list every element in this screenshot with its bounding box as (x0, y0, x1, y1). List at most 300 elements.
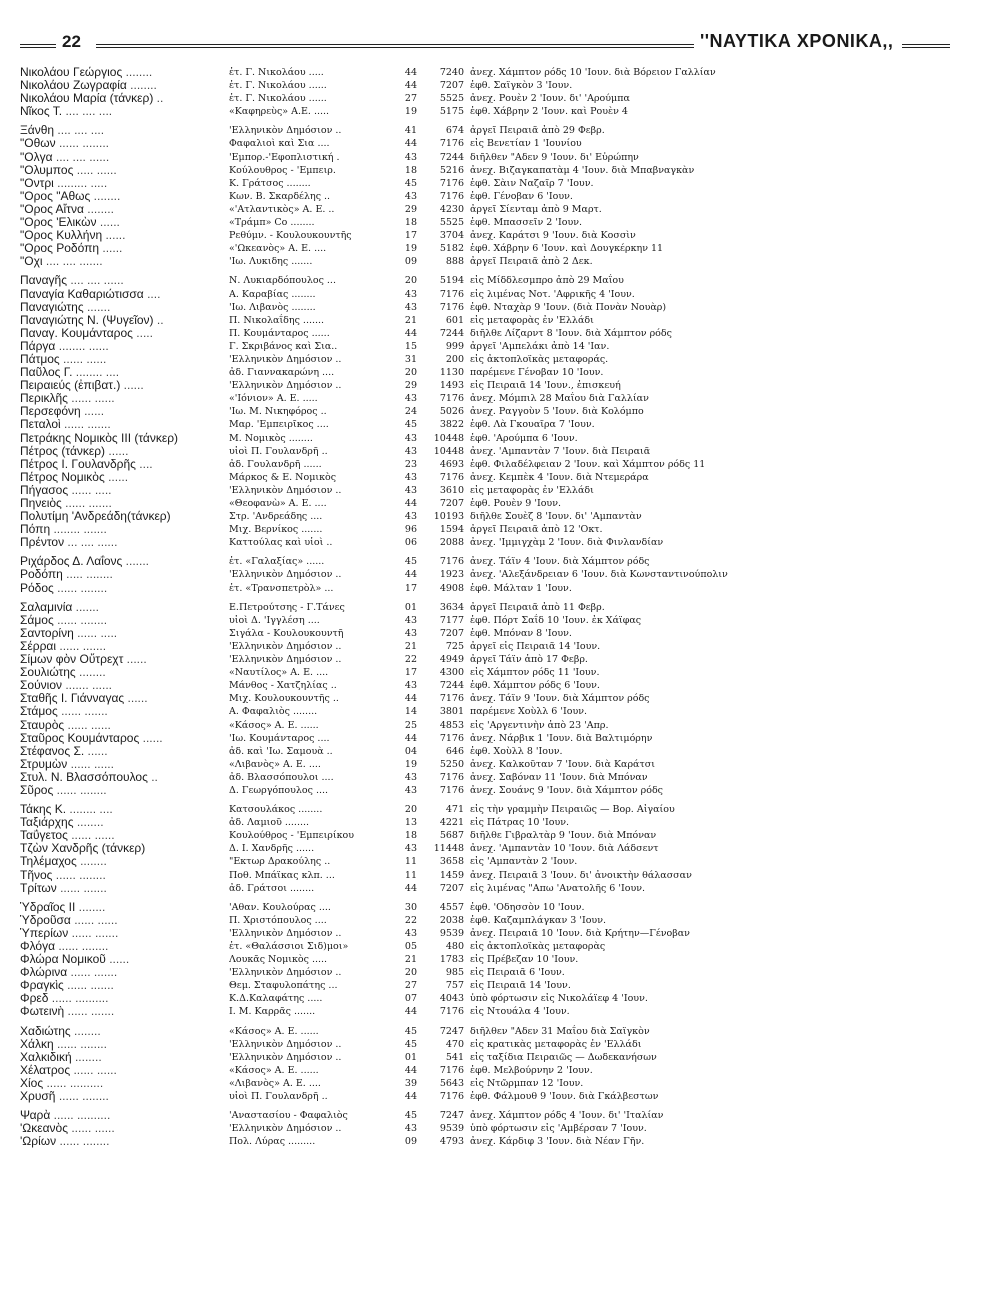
ship-name: Περσεφόνη (20, 405, 81, 419)
ship-status: εἰς Χάμπτον ρόδς 11 'Ιουν. (470, 667, 600, 679)
ship-tonnage: 4221 (439, 817, 464, 829)
ship-row (20, 1038, 780, 1051)
ship-owner: Θεμ. Σταφυλοπάτης ... (229, 980, 338, 992)
ship-status: εἰς Πειραιᾶ 14 'Ιουν. (470, 980, 571, 992)
ship-row (20, 66, 780, 79)
ship-owner: «Κάσος» Α. Ε. ...... (229, 1025, 319, 1037)
ship-name: Παναγιώτης (20, 300, 84, 314)
ship-row (20, 1077, 780, 1090)
leader-dots: ...... ...... (67, 829, 115, 843)
ship-age: 41 (404, 125, 417, 137)
ship-owner: ἀδ. Γουλανδρῆ ...... (229, 458, 322, 470)
ship-name: Περικλῆς (20, 392, 68, 406)
ship-age: 11 (404, 856, 417, 868)
leader-dots: ...... (120, 379, 144, 393)
ship-tonnage: 5525 (439, 217, 464, 229)
ship-name-cell (20, 953, 228, 966)
leader-dots: .... (135, 457, 153, 471)
ship-status: ἀνεχ. 'Αμπαντὰν 10 'Ιουν. διὰ Λάδσεντ (470, 843, 659, 855)
ship-tonnage: 5525 (439, 93, 464, 105)
leader-dots: ....... ...... (62, 679, 113, 693)
ship-age: 44 (404, 327, 417, 339)
ship-row (20, 692, 780, 705)
ship-owner: Μιχ. Βερνίκος ....... (229, 524, 323, 536)
ship-owner: 'Ιω. Κουμάνταρος .... (229, 732, 330, 744)
ship-row (20, 882, 780, 895)
leader-dots: ........ ....... (50, 523, 107, 537)
ship-age: 30 (404, 901, 417, 913)
ship-name-cell (20, 203, 228, 216)
ship-name-cell (20, 914, 228, 927)
ship-age: 06 (404, 537, 417, 549)
ship-status: εἰς ταξίδια Πειραιῶς — Δωδεκανήσων (470, 1051, 657, 1063)
ship-status: ἀνεχ. Βιζαγκαπατὰμ 4 'Ιουν. διὰ Μπαβναγκὰν (470, 164, 695, 176)
ship-owner: 'Ελληνικὸν Δημόσιον .. (229, 484, 342, 496)
ship-tonnage: 7176 (439, 138, 464, 150)
ship-age: 45 (404, 177, 417, 189)
ship-age: 01 (404, 601, 417, 613)
ship-status: εἰς Βενετίαν 1 'Ιουνίου (470, 138, 582, 150)
ship-name-cell (20, 151, 228, 164)
leader-dots: ...... (84, 744, 108, 758)
leader-dots: ...... .......... (43, 1076, 104, 1090)
ship-status: εἰς λιμένας Νοτ. 'Αφρικῆς 4 'Ιουν. (470, 288, 635, 300)
ship-tonnage: 7244 (439, 151, 464, 163)
ship-tonnage: 7176 (439, 1091, 464, 1103)
ship-name: Πήγασος (20, 483, 69, 497)
ship-group (20, 901, 780, 1019)
ship-owner: 'Ελληνικὸν Δημόσιον .. (229, 380, 342, 392)
ship-tonnage: 4908 (439, 582, 464, 594)
ship-owner: 'Ελληνικὸν Δημόσιον .. (229, 1038, 342, 1050)
ship-status: ἀργεῖ εἰς Πειραιᾶ 14 'Ιουν. (470, 640, 601, 652)
ship-row (20, 418, 780, 431)
ship-row (20, 803, 780, 816)
ship-status: διῆλθε Σουὲζ 8 'Ιουν. δι' 'Αμπαντὰν (470, 511, 642, 523)
ship-status: ἐφθ. Καζαμπλάγκαν 3 'Ιουν. (470, 914, 606, 926)
ship-status: διῆλθεν "Αδεν 9 'Ιουν. δι' Εὐρώπην (470, 151, 639, 163)
ship-name: Πέτρος Ι. Γουλανδρῆς (20, 457, 136, 471)
ship-owner: 'Ελληνικὸν Δημόσιον .. (229, 125, 342, 137)
ship-tonnage: 7207 (439, 80, 464, 92)
ship-tonnage: 601 (445, 314, 464, 326)
leader-dots: ...... (105, 953, 130, 967)
ship-row (20, 340, 780, 353)
ship-age: 44 (404, 138, 417, 150)
ship-name-cell (20, 601, 228, 614)
ship-row (20, 484, 780, 497)
ship-owner: Ν. Λυκιαρδόπουλος ... (229, 275, 336, 287)
ship-age: 22 (404, 914, 417, 926)
ship-owner: 'Ελληνικὸν Δημόσιον .. (229, 927, 342, 939)
ship-owner: Ποθ. Μπάϊκας κλπ. ... (229, 869, 335, 881)
ship-name: Φλόγα (20, 940, 56, 953)
ship-status: εἰς 'Αμπαντὰν 2 'Ιουν. (470, 856, 578, 868)
ship-age: 45 (404, 1025, 417, 1037)
leader-dots: .. (153, 92, 164, 106)
leader-dots: ........ (71, 1050, 102, 1064)
ship-name: "Ορος Αἴτνα (20, 202, 84, 216)
leader-dots: ...... ...... (70, 1063, 117, 1077)
ship-name: Παναγιώτης Ν. (Ψυγεῖον) (20, 313, 154, 327)
ship-name-cell (20, 432, 228, 445)
ship-name: Τηλέμαχος (20, 855, 77, 869)
ship-age: 43 (404, 614, 417, 626)
ship-owner: 'Αθαν. Κουλούρας .... (229, 901, 331, 913)
ship-owner: Κ. Γράτσος ........ (229, 177, 311, 189)
leader-dots: ...... (124, 692, 148, 706)
ship-name-cell (20, 966, 228, 979)
ship-tonnage: 471 (445, 804, 464, 816)
ship-age: 43 (404, 288, 417, 300)
ship-age: 24 (404, 406, 417, 418)
ship-status: ἀργεῖ Πειραιᾶ ἀπὸ 12 'Οκτ. (470, 524, 603, 536)
ship-status: ἀνεχ. Χάμπτον ρόδς 10 'Ιουν. διὰ Βόρειον Γαλλίαν (470, 67, 716, 78)
ship-group (20, 803, 780, 895)
ship-row (20, 405, 780, 418)
ship-status: εἰς Ντῶρμπαν 12 'Ιουν. (470, 1077, 584, 1089)
ship-name-cell (20, 979, 228, 992)
ship-tonnage: 7176 (439, 771, 464, 783)
ship-name: Πάτμος (20, 352, 60, 366)
ship-name: Ξάνθη (20, 124, 55, 138)
ship-name-cell (20, 679, 228, 692)
ship-name: "Οθων (20, 137, 56, 151)
leader-dots: ...... ....... (60, 418, 111, 432)
ship-name: Τῆνος (20, 868, 53, 882)
ship-row (20, 758, 780, 771)
ship-owner: Πολ. Λύρας ......... (229, 1136, 316, 1148)
ship-name-cell (20, 105, 228, 118)
ship-row (20, 953, 780, 966)
ship-name-cell (20, 732, 228, 745)
ship-tonnage: 10193 (433, 511, 464, 523)
ship-name: Ταξιάρχης (20, 816, 74, 830)
ship-row (20, 137, 780, 150)
leader-dots: ...... ....... (64, 1005, 115, 1019)
ship-name: Σταυρὸς (20, 718, 65, 732)
ship-name: Πέτρος (τάνκερ) (20, 444, 106, 458)
ship-age: 43 (404, 927, 417, 939)
ship-name-cell (20, 940, 228, 953)
ship-row (20, 653, 780, 666)
ship-name-cell (20, 124, 228, 137)
ship-tonnage: 757 (445, 980, 464, 992)
ship-name-cell (20, 855, 228, 868)
ship-row (20, 379, 780, 392)
leader-dots: ...... ........ (52, 868, 106, 882)
ship-status: ὑπὸ φόρτωσιν εἰς Νικολάϊεφ 4 'Ιουν. (470, 993, 648, 1005)
ship-name: Ρόδος (20, 581, 54, 595)
ship-owner: 'Ιω. Λυκιδης ....... (229, 256, 313, 268)
leader-dots: ...... ..... (73, 626, 118, 640)
ship-age: 09 (404, 256, 417, 268)
ship-name: Τάκης Κ. (20, 803, 67, 817)
ship-row (20, 1090, 780, 1103)
ship-name-cell (20, 640, 228, 653)
leader-dots: ........ ...... (55, 339, 109, 353)
ship-age: 17 (404, 230, 417, 242)
ship-age: 43 (404, 843, 417, 855)
ship-age: 19 (404, 106, 417, 118)
ship-name: Σταθῆς Ι. Γιάνναγας (20, 692, 125, 706)
ship-age: 43 (404, 784, 417, 796)
ship-age: 21 (404, 314, 417, 326)
ship-row (20, 614, 780, 627)
ship-owner: 'Αναστασίου - Φαφαλιὸς (229, 1110, 348, 1122)
leader-dots: ..... ...... (73, 163, 117, 177)
ship-row (20, 901, 780, 914)
ship-tonnage: 5216 (439, 164, 464, 176)
ship-owner: ἀδ. Λαμιοῦ ........ (229, 817, 310, 829)
leader-dots: ...... ....... (63, 979, 114, 993)
ship-name: "Ορος "Αθως (20, 189, 91, 203)
ship-tonnage: 7176 (439, 1006, 464, 1018)
ship-status: ἐφθ. Μπασσεῖν 2 'Ιουν. (470, 217, 583, 229)
ship-status: ἐφθ. Χάμπτον ρόδς 6 'Ιουν. (470, 680, 600, 692)
ship-status: ἐφθ. Γένοβαν 6 'Ιουν. (470, 190, 573, 202)
ship-name: Πεταλοὶ (20, 418, 61, 432)
ship-group (20, 601, 780, 797)
ship-tonnage: 9539 (439, 927, 464, 939)
ship-name: Πετράκης Νομικὸς ΙΙΙ (τάνκερ) (20, 431, 179, 445)
ship-status: ὑπὸ φόρτωσιν εἰς 'Αμβέρσαν 7 'Ιουν. (470, 1123, 647, 1135)
ship-age: 21 (404, 640, 417, 652)
ship-row (20, 327, 780, 340)
ship-group (20, 124, 780, 268)
leader-dots: ...... ........ (53, 783, 107, 797)
ship-name-cell (20, 288, 228, 301)
leader-dots: ...... ...... (67, 392, 115, 406)
ship-row (20, 229, 780, 242)
ship-owner: ἐτ. «Γαλαξίας» ...... (229, 556, 325, 568)
leader-dots: ..... (132, 326, 153, 340)
ship-name-cell (20, 66, 228, 79)
ship-name-cell (20, 445, 228, 458)
leader-dots: ..... ........ (62, 568, 113, 582)
ship-name: Σάμος (20, 613, 54, 627)
ship-age: 39 (404, 1077, 417, 1089)
ship-tonnage: 480 (445, 941, 464, 952)
ship-age: 44 (404, 498, 417, 509)
ship-status: ἀνεχ. Σαβόναν 11 'Ιουν. διὰ Μπόναν (470, 771, 648, 783)
ship-row (20, 979, 780, 992)
ship-owner: Κων. Β. Σκαρδέλης .. (229, 190, 331, 202)
ship-tonnage: 4693 (439, 458, 464, 470)
ship-age: 13 (404, 817, 417, 829)
leader-dots: ........ (75, 900, 106, 914)
ship-status: διῆλθε Γιβραλτὰρ 9 'Ιουν. διὰ Μπόναν (470, 830, 657, 842)
ship-name-cell (20, 190, 228, 203)
ship-name: "Ορος 'Ελικὼν (20, 216, 97, 230)
ship-tonnage: 10448 (433, 445, 464, 457)
ship-tonnage: 7176 (439, 556, 464, 568)
ship-tonnage: 725 (445, 640, 464, 652)
ship-row (20, 432, 780, 445)
ship-name: Ὑπερίων (20, 926, 69, 940)
ship-row (20, 164, 780, 177)
ship-name: Νικολάου Ζωγραφία (20, 79, 127, 93)
leader-dots: ......... ..... (53, 176, 108, 190)
ship-status: ἀργεῖ Πειραιᾶ ἀπὸ 2 Δεκ. (470, 256, 593, 268)
ship-tonnage: 7176 (439, 301, 464, 313)
ship-age: 01 (404, 1051, 417, 1063)
ship-name: Χάλκη (20, 1037, 54, 1051)
ship-owner: ἀδ. Βλασσόπουλοι .... (229, 771, 334, 783)
ship-tonnage: 1923 (439, 569, 464, 581)
ship-owner: Κ.Δ.Καλαφάτης ..... (229, 993, 323, 1005)
leader-dots: ........ .... (72, 366, 120, 380)
ship-owner: «Κάσος» Α. Ε. ...... (229, 1064, 319, 1076)
ship-row (20, 458, 780, 471)
ship-row (20, 705, 780, 718)
ship-name: Σαντορίνη (20, 626, 74, 640)
ship-tonnage: 7247 (439, 1025, 464, 1037)
leader-dots: ...... ....... (68, 926, 119, 940)
ship-owner: Μαρ. 'Εμπειρῖκος .... (229, 419, 329, 431)
ship-tonnage: 7176 (439, 190, 464, 202)
leader-dots: ...... (80, 405, 105, 419)
ship-age: 15 (404, 340, 417, 352)
ship-age: 43 (404, 627, 417, 639)
ship-status: ἐφθ. Πόρτ Σαΐδ 10 'Ιουν. ἐκ Χάϊφας (470, 614, 642, 626)
ship-owner: ἐτ. «Θαλάσσιοι Σιδ)μοι» (229, 941, 349, 952)
ship-status: ἐφθ. Σὰιν Ναζαῖρ 7 'Ιουν. (470, 177, 594, 189)
ship-age: 22 (404, 654, 417, 666)
ship-row (20, 1122, 780, 1135)
ship-tonnage: 2038 (439, 914, 464, 926)
ship-tonnage: 10448 (433, 432, 464, 444)
ship-age: 18 (404, 164, 417, 176)
ship-status: εἰς μεταφορὰς ἐν 'Ελλάδι (470, 314, 594, 326)
ship-name: Φρεδ (20, 992, 49, 1006)
ship-tonnage: 1594 (439, 524, 464, 536)
ship-owner: «Κάσος» Α. Ε. ...... (229, 719, 319, 731)
ship-name-cell (20, 842, 228, 855)
ship-row (20, 366, 780, 379)
ship-row (20, 829, 780, 842)
ship-owner: «Καφηρεὺς» Α.Ε. ..... (229, 106, 330, 118)
ship-name-cell (20, 229, 228, 242)
ship-name: Πέτρος Νομικὸς (20, 470, 105, 484)
ship-tonnage: 3610 (439, 484, 464, 496)
ship-status: εἰς Πειραιᾶ 14 'Ιουν., ἐπισκευή (470, 380, 621, 392)
ship-name-cell (20, 803, 228, 816)
ship-name: Νικολάου Γεώργιος (20, 66, 123, 79)
ship-status: ἐφθ. 'Αρούμπα 6 'Ιουν. (470, 432, 578, 444)
ship-row (20, 555, 780, 568)
ship-name: Ταΰγετος (20, 829, 68, 843)
ship-age: 44 (404, 693, 417, 705)
ship-name: Πηνειὸς (20, 497, 62, 510)
ship-status: ἐφθ. Χάβρην 6 'Ιουν. καὶ Δουγκέρκην 11 (470, 243, 664, 255)
ship-name-cell (20, 216, 228, 229)
ship-row (20, 1051, 780, 1064)
ship-row (20, 510, 780, 523)
ship-age: 43 (404, 151, 417, 163)
ship-age: 44 (404, 882, 417, 894)
ship-name-cell (20, 164, 228, 177)
ship-tonnage: 999 (445, 340, 464, 352)
ship-tonnage: 5026 (439, 406, 464, 418)
ship-name-cell (20, 816, 228, 829)
ship-row (20, 627, 780, 640)
ship-name: Σουλιώτης (20, 666, 76, 680)
ship-tonnage: 3704 (439, 230, 464, 242)
ship-owner: ἐτ. Γ. Νικολάου ...... (229, 80, 327, 92)
ship-name: Φωτεινὴ (20, 1005, 65, 1019)
ship-status: ἀνεχ. Χάμπτον ρόδς 4 'Ιουν. δι' 'Ιταλίαν (470, 1110, 664, 1122)
ship-status: εἰς Πάτρας 10 'Ιουν. (470, 817, 570, 829)
ship-row (20, 471, 780, 484)
ship-status: εἰς Πειραιᾶ 6 'Ιουν. (470, 967, 565, 979)
ship-name-cell (20, 1090, 228, 1103)
ship-tonnage: 11448 (433, 843, 464, 855)
ship-tonnage: 7176 (439, 471, 464, 483)
ship-age: 45 (404, 1110, 417, 1122)
ship-status: διῆλθε Λίζαρντ 8 'Ιουν. διὰ Χάμπτον ρόδς (470, 327, 672, 339)
ship-tonnage: 7176 (439, 288, 464, 300)
ship-name-cell (20, 1109, 228, 1122)
ship-age: 21 (404, 954, 417, 966)
ship-age: 11 (404, 869, 417, 881)
ship-row (20, 445, 780, 458)
ship-age: 23 (404, 458, 417, 470)
ship-tonnage: 7176 (439, 732, 464, 744)
ship-status: ἐφθ. Μάλταν 1 'Ιουν. (470, 582, 572, 594)
ship-status: ἐφθ. Φάλμουθ 9 'Ιουν. διὰ Γκάλβεστων (470, 1091, 659, 1103)
ship-name-cell (20, 510, 228, 523)
ship-name-cell (20, 79, 228, 92)
ship-age: 96 (404, 524, 417, 536)
ship-row (20, 92, 780, 105)
ship-owner: Καττούλας καὶ υἱοὶ .. (229, 537, 333, 549)
ship-name-cell (20, 1122, 228, 1135)
leader-dots: ...... ....... (57, 705, 108, 719)
ship-tonnage: 7247 (439, 1110, 464, 1122)
ship-name: Πρέντον (20, 536, 65, 550)
ship-tonnage: 4043 (439, 993, 464, 1005)
ship-row (20, 927, 780, 940)
ship-age: 43 (404, 1123, 417, 1135)
leader-dots: ...... ....... (56, 881, 107, 895)
ship-row (20, 914, 780, 927)
ship-tonnage: 985 (445, 967, 464, 979)
ship-tonnage: 4300 (439, 667, 464, 679)
ship-tonnage: 646 (445, 745, 464, 757)
ship-owner: Α. Καραβίας ........ (229, 288, 316, 300)
leader-dots: ...... ........ (53, 1037, 107, 1051)
ship-age: 09 (404, 1136, 417, 1148)
ship-age: 43 (404, 190, 417, 202)
ship-tonnage: 541 (445, 1051, 464, 1063)
leader-dots: ...... ....... (61, 497, 112, 510)
ship-row (20, 732, 780, 745)
leader-dots: ...... ........ (53, 581, 108, 595)
ship-name-cell (20, 869, 228, 882)
ship-name: Πάργα (20, 339, 56, 353)
ship-name-cell (20, 92, 228, 105)
ship-age: 14 (404, 706, 417, 718)
leader-dots: ...... ...... (67, 757, 114, 771)
ship-owner: «'Ιόνιον» Α. Ε. ..... (229, 393, 318, 405)
ship-row (20, 666, 780, 679)
ship-tonnage: 4557 (439, 901, 464, 913)
leader-dots: ...... .......... (48, 992, 109, 1006)
ship-age: 31 (404, 353, 417, 365)
ship-status: ἐφθ. Σαϊγκὸν 3 'Ιουν. (470, 80, 573, 92)
ship-name: Ψαρὰ (20, 1109, 51, 1123)
